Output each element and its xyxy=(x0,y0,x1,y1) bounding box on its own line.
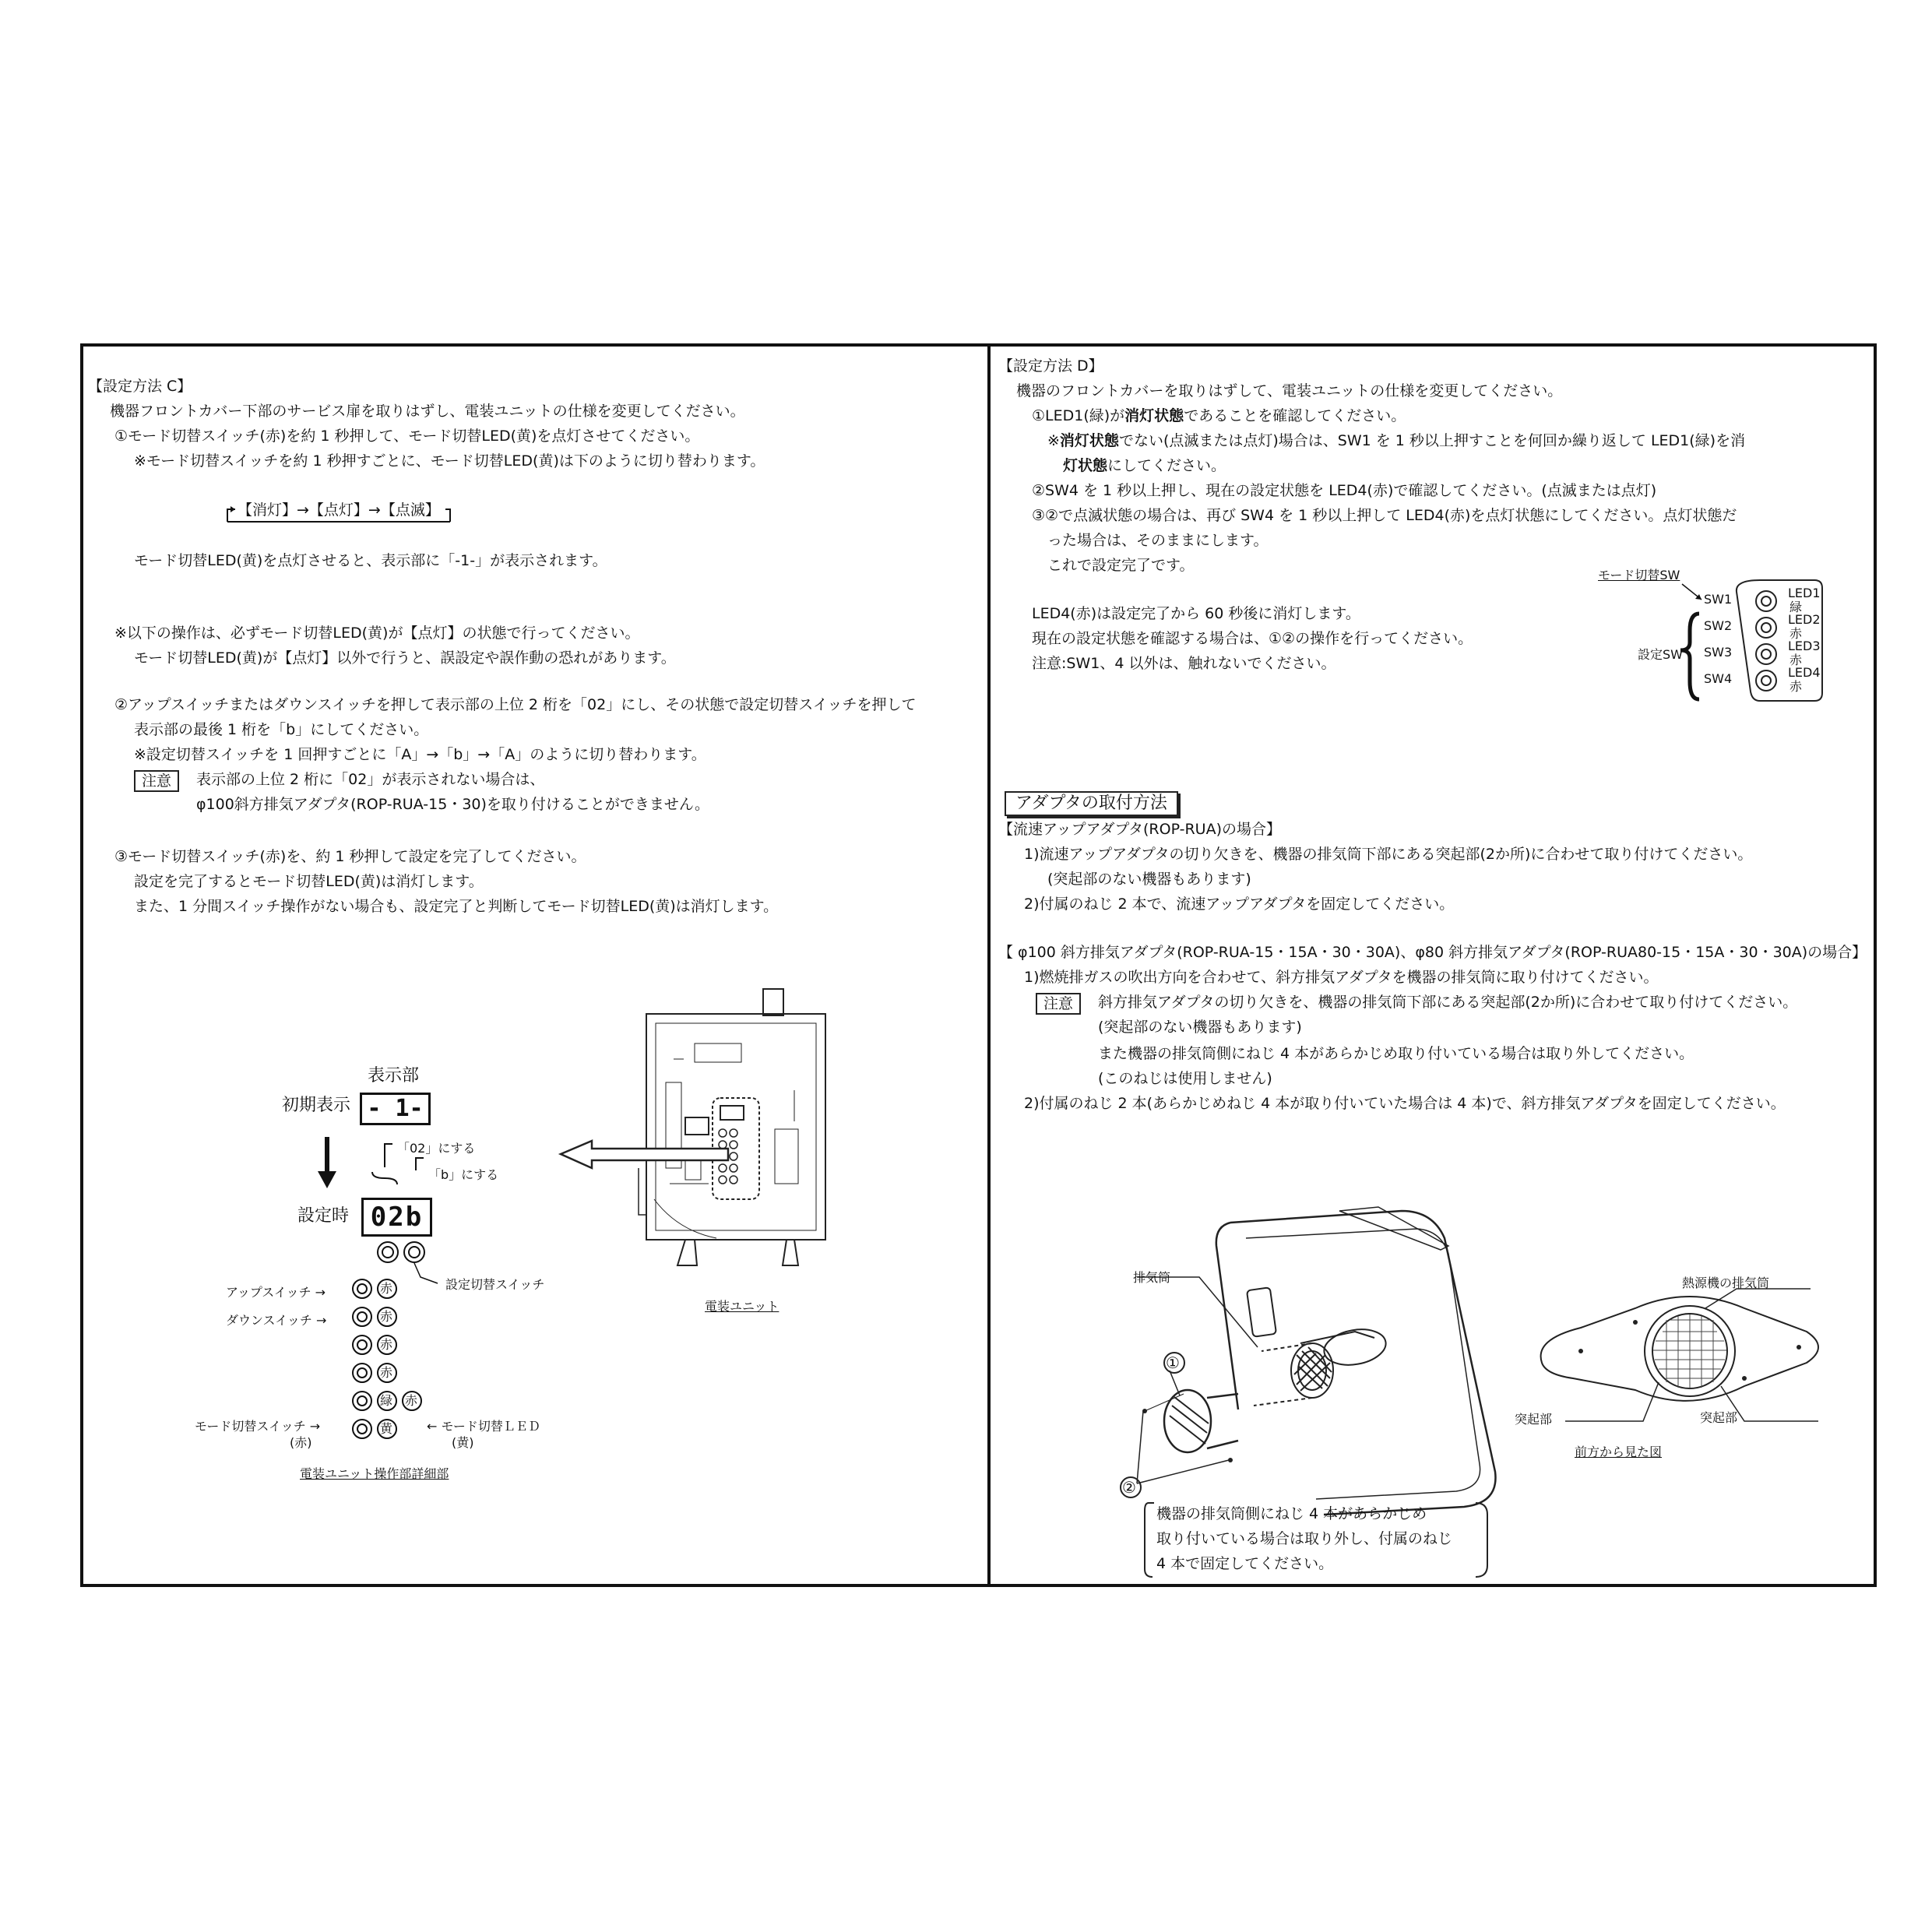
electrical-unit-drawing xyxy=(561,981,841,1277)
fig-num2: ② xyxy=(1122,1478,1136,1497)
adapter-caution-label: 注意 xyxy=(1036,993,1081,1015)
adapter-a1: 1)流速アップアダプタの切り欠きを、機器の排気筒下部にある突起部(2か所)に合わせて取り付けてください。 xyxy=(1024,846,1753,863)
fig-prot1: 突起部 xyxy=(1515,1412,1553,1427)
adapter-b1: 1)燃焼排ガスの吹出方向を合わせて、斜方排気アダプタを機器の排気筒に取り付けてください。 xyxy=(1024,969,1659,986)
left-caution-label: 注意 xyxy=(134,770,179,792)
led-label-2: LED2 xyxy=(1788,612,1821,627)
adapter-bc2: (突起部のない機器もあります) xyxy=(1098,1019,1302,1036)
right-step3a: ③②で点滅状態の場合は、再び SW4 を 1 秒以上押して LED4(赤)を点灯状態にしてください。点灯状態だ xyxy=(1032,507,1737,524)
left-step2a: ②アップスイッチまたはダウンスイッチを押して表示部の上位 2 桁を「02」にし、その状態で設定切替スイッチを押して xyxy=(114,696,917,713)
fig-setting-display: 02b xyxy=(361,1198,432,1237)
right-step2: ②SW4 を 1 秒以上押し、現在の設定状態を LED4(赤)で確認してください。(点滅または点灯) xyxy=(1032,482,1657,499)
right-step1-note2-bold: 灯状態 xyxy=(1063,457,1108,474)
led-label-1: LED1 xyxy=(1788,586,1821,600)
fig-set02-label: 「02」にする xyxy=(397,1141,476,1156)
right-step1-note2-post: にしてください。 xyxy=(1107,457,1226,474)
led-color-3: 赤 xyxy=(1789,653,1803,667)
callout-line3: 4 本で固定してください。 xyxy=(1156,1555,1334,1572)
led-up-color: 赤 xyxy=(380,1281,393,1296)
led-color-1: 緑 xyxy=(1789,600,1803,614)
right-step1-bold: 消灯状態 xyxy=(1124,407,1184,424)
led-down-color: 赤 xyxy=(380,1309,393,1324)
led-label-3: LED3 xyxy=(1788,639,1821,653)
callout-line2: 取り付いている場合は取り外し、付属のねじ xyxy=(1156,1530,1453,1547)
fig-num1: ① xyxy=(1166,1353,1180,1372)
fig-caption-detail: 電装ユニット操作部詳細部 xyxy=(300,1466,449,1481)
led-mode-color: 黄 xyxy=(380,1421,393,1436)
right-step1-note2 xyxy=(1063,456,1226,475)
left-step3a: ③モード切替スイッチ(赤)を、約 1 秒押して設定を完了してください。 xyxy=(114,848,586,865)
right-step3b: った場合は、そのままにします。 xyxy=(1047,532,1269,549)
adapter-bc3: また機器の排気筒側にねじ 4 本があらかじめ取り付いている場合は取り外してください。 xyxy=(1098,1045,1694,1062)
front-view-drawing xyxy=(1511,1277,1838,1441)
led-5-color-green: 緑 xyxy=(380,1393,393,1408)
right-heading: 【設定方法 D】 xyxy=(998,357,1103,375)
adapter-b2: 2)付属のねじ 2 本(あらかじめねじ 4 本が取り付いていた場合は 4 本)で、斜方排気アダプタを固定してください。 xyxy=(1024,1095,1786,1112)
right-note2: 現在の設定状態を確認する場合は、①②の操作を行ってください。 xyxy=(1032,630,1473,647)
left-intro: 機器フロントカバー下部のサービス扉を取りはずし、電装ユニットの仕様を変更してください。 xyxy=(110,403,745,420)
fig-switch-label: 設定切替スイッチ xyxy=(445,1277,545,1292)
left-heading: 【設定方法 C】 xyxy=(88,378,192,395)
adapter-a2: 2)付属のねじ 2 本で、流速アップアダプタを固定してください。 xyxy=(1024,896,1455,913)
fig-initial-display: - 1- xyxy=(360,1093,431,1125)
fig-down-arrow xyxy=(315,1137,339,1191)
sw-label-4: SW4 xyxy=(1704,671,1733,686)
led-3-color: 赤 xyxy=(380,1337,393,1352)
left-step2c: ※設定切替スイッチを 1 回押すごとに「A」→「b」→「A」のように切り替わります。 xyxy=(134,746,706,763)
fig-mode-led-color: (黄) xyxy=(452,1435,474,1450)
right-step1 xyxy=(1032,406,1406,425)
led-5-color-red: 赤 xyxy=(405,1393,418,1408)
adapter-a1-note: (突起部のない機器もあります) xyxy=(1047,871,1251,888)
callout-line1: 機器の排気筒側にねじ 4 本があらかじめ xyxy=(1156,1505,1427,1522)
right-step1-note-post: でない(点滅または点灯)場合は、SW1 を 1 秒以上押すことを何回か繰り返して LED1(緑)を消 xyxy=(1118,432,1746,449)
sw-label-1: SW1 xyxy=(1704,592,1733,607)
left-display-note: モード切替LED(黄)を点灯させると、表示部に「-1-」が表示されます。 xyxy=(134,552,607,569)
led-4-color: 赤 xyxy=(380,1365,393,1380)
fig-caption-unit: 電装ユニット xyxy=(705,1299,779,1314)
adapter-b-heading: 【 φ100 斜方排気アダプタ(ROP-RUA-15・15A・30・30A)、φ80 斜方排気アダプタ(ROP-RUA80-15・15A・30・30A)の場合】 xyxy=(998,944,1867,961)
sw-fig-mode-sw: モード切替SW xyxy=(1598,568,1680,582)
fig-mode-led-label: ← モード切替ＬＥＤ xyxy=(427,1419,540,1434)
left-step1-note: ※モード切替スイッチを約 1 秒押すごとに、モード切替LED(黄)は下のように切り替わります。 xyxy=(134,452,765,470)
adapter-bc1: 斜方排気アダプタの切り欠きを、機器の排気筒下部にある突起部(2か所)に合わせて取り付けてください。 xyxy=(1098,994,1798,1011)
fig-up-label: アップスイッチ → xyxy=(226,1285,326,1300)
fig-front-caption: 前方から見た図 xyxy=(1575,1445,1663,1459)
right-step1-note-pre: ※ xyxy=(1047,432,1060,449)
fig-setting-switches xyxy=(374,1238,444,1269)
left-warn1: ※以下の操作は、必ずモード切替LED(黄)が【点灯】の状態で行ってください。 xyxy=(114,625,640,642)
left-step3c: また、1 分間スイッチ操作がない場合も、設定完了と判断してモード切替LED(黄)は消灯します。 xyxy=(134,898,779,915)
right-step3c: これで設定完了です。 xyxy=(1047,557,1195,574)
fig-setting-label: 設定時 xyxy=(297,1206,350,1226)
left-caution2: φ100斜方排気アダプタ(ROP-RUA-15・30)を取り付けることができません。 xyxy=(196,796,710,813)
fig-initial-label: 初期表示 xyxy=(282,1096,351,1115)
left-warn2: モード切替LED(黄)が【点灯】以外で行うと、誤設定や誤作動の恐れがあります。 xyxy=(134,649,676,667)
adapter-bc4: (このねじは使用しません) xyxy=(1098,1070,1272,1087)
sw-fig-set-sw: 設定SW xyxy=(1638,647,1683,662)
fig-mode-sw-label: モード切替スイッチ → xyxy=(195,1419,321,1434)
right-step1-post: であることを確認してください。 xyxy=(1184,407,1406,424)
adapter-section-title: アダプタの取付方法 xyxy=(1005,791,1178,816)
adapter-install-drawing xyxy=(1121,1207,1511,1519)
fig-heat-label: 熱源機の排気筒 xyxy=(1682,1276,1770,1290)
fig-switch-column xyxy=(350,1277,436,1433)
column-divider xyxy=(987,343,991,1587)
right-step1-note xyxy=(1047,431,1745,450)
left-step3b: 設定を完了するとモード切替LED(黄)は消灯します。 xyxy=(134,873,484,890)
fig-display-label: 表示部 xyxy=(368,1066,420,1086)
fig-down-label: ダウンスイッチ → xyxy=(226,1313,327,1328)
led-color-4: 赤 xyxy=(1789,679,1803,694)
adapter-a-heading: 【流速アップアダプタ(ROP-RUA)の場合】 xyxy=(998,821,1281,838)
right-step1-pre: ①LED1(緑)が xyxy=(1032,407,1125,424)
left-caution1: 表示部の上位 2 桁に「02」が表示されない場合は、 xyxy=(196,771,545,788)
fig-exhaust-label: 排気筒 xyxy=(1133,1270,1171,1285)
right-note3: 注意:SW1、4 以外は、触れないでください。 xyxy=(1032,655,1336,672)
right-step1-note-bold: 消灯状態 xyxy=(1059,432,1119,449)
fig-mode-sw-color: (赤) xyxy=(290,1435,312,1450)
sw-label-3: SW3 xyxy=(1704,645,1733,660)
right-note1: LED4(赤)は設定完了から 60 秒後に消灯します。 xyxy=(1032,605,1360,622)
sw-label-2: SW2 xyxy=(1704,618,1733,633)
led-label-4: LED4 xyxy=(1788,665,1821,680)
left-step2b: 表示部の最後 1 桁を「b」にしてください。 xyxy=(134,721,429,738)
fig-setb-label: 「b」にする xyxy=(428,1167,499,1182)
left-step1: ①モード切替スイッチ(赤)を約 1 秒押して、モード切替LED(黄)を点灯させてください。 xyxy=(114,428,700,445)
led-color-2: 赤 xyxy=(1789,626,1803,641)
right-intro: 機器のフロントカバーを取りはずして、電装ユニットの仕様を変更してください。 xyxy=(1016,382,1563,399)
fig-prot2: 突起部 xyxy=(1700,1410,1738,1425)
cycle-text: 【消灯】→【点灯】→【点滅】 xyxy=(238,501,440,519)
